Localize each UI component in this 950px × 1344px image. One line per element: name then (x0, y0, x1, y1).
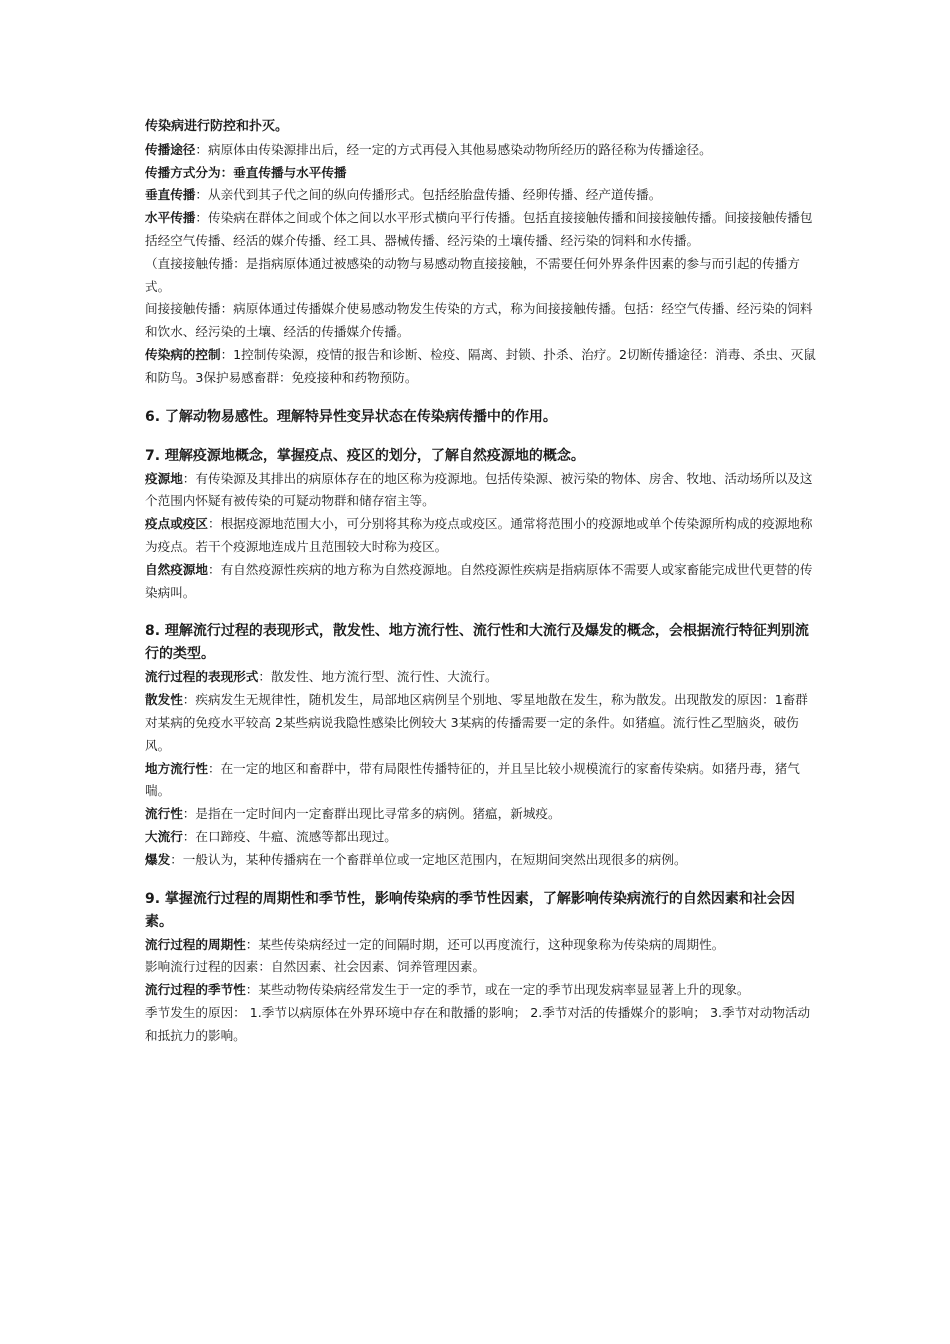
outbreak-paragraph (145, 849, 820, 872)
point-term: 疫点或疫区 (145, 516, 208, 532)
focus-term: 疫源地 (145, 470, 183, 486)
focus-definition: ：有传染源及其排出的病原体存在的地区称为疫源地。包括传染源、被污染的物体、房舍、牧地、活动场所以及这个范围内怀疑有被传染的可疑动物群和储存宿主等。 (145, 470, 813, 509)
horizontal-paragraph (145, 207, 820, 253)
sporadic-paragraph (145, 689, 820, 757)
point-paragraph (145, 513, 820, 559)
forms-paragraph (145, 666, 820, 689)
outbreak-term: 爆发 (145, 851, 171, 867)
outbreak-definition: ：一般认为，某种传播病在一个畜群单位或一定地区范围内，在短期间突然出现很多的病例。 (170, 851, 687, 867)
vertical-definition: ：从亲代到其子代之间的纵向传播形式。包括经胎盘传播、经卵传播、经产道传播。 (195, 187, 662, 203)
pandemic-paragraph (145, 826, 820, 849)
control-term: 传染病的控制 (145, 346, 221, 362)
point-definition: ：根据疫源地范围大小，可分别将其称为疫点或疫区。通常将范围小的疫源地或单个传染源所构成的疫源地称为疫点。若干个疫源地连成片且范围较大时称为疫区。 (145, 516, 813, 554)
natural-focus-definition: ：有自然疫源性疾病的地方称为自然疫源地。自然疫源性疾病是指病原体不需要人或家畜能完成世代更替的传染病叫。 (145, 561, 813, 600)
vertical-term: 垂直传播 (145, 187, 196, 203)
vertical-paragraph (145, 184, 820, 207)
indirect-contact-paragraph: 间接接触传播：病原体通过传播媒介使易感动物发生传染的方式，称为间接接触传播。包括：经空气传播、经污染的饲料和饮水、经污染的土壤、经活的传播媒介传播。 (145, 301, 813, 340)
modes-title: 传播方式分为：垂直传播与水平传播 (145, 164, 347, 180)
natural-focus-paragraph (145, 559, 820, 605)
period-definition: ：某些传染病经过一定的间隔时期，还可以再度流行，这种现象称为传染病的周期性。 (245, 936, 725, 952)
horizontal-definition: ：传染病在群体之间或个体之间以水平形式横向平行传播。包括直接接触传播和间接接触传播。间接接触传播包括经空气传播、经活的媒介传播、经工具、器械传播、经污染的土壤传播、经污染的饲料和水传播。 (145, 210, 813, 248)
natural-focus-term: 自然疫源地 (145, 561, 208, 577)
forms-definition: ：散发性、地方流行型、流行性、大流行。 (258, 669, 498, 685)
section-9-heading: 9. 掌握流行过程的周期性和季节性，影响传染病的季节性因素，了解影响传染病流行的自然因素和社会因素。 (145, 890, 795, 930)
focus-paragraph (145, 468, 820, 514)
endemic-paragraph (145, 758, 820, 804)
route-definition: ：病原体由传染源排出后，经一定的方式再侵入其他易感染动物所经历的路径称为传播途径。 (195, 141, 712, 157)
direct-contact-paragraph: （直接接触传播：是指病原体通过被感染的动物与易感动物直接接触，不需要任何外界条件因素的参与而引起的传播方式。 (145, 255, 800, 294)
document-body (145, 116, 820, 1048)
season-definition: ：某些动物传染病经常发生于一定的季节，或在一定的季节出现发病率显显著上升的现象。 (245, 982, 750, 998)
pandemic-term: 大流行 (145, 828, 183, 844)
route-paragraph (145, 139, 820, 162)
period-term: 流行过程的周期性 (145, 936, 246, 952)
section-7-heading: 7. 理解疫源地概念，掌握疫点、疫区的划分，了解自然疫源地的概念。 (145, 447, 585, 464)
factors-paragraph: 影响流行过程的因素：自然因素、社会因素、饲养管理因素。 (145, 959, 486, 975)
route-term: 传播途径 (145, 141, 196, 157)
control-definition: ：1控制传染源，疫情的报告和诊断、检疫、隔离、封锁、扑杀、治疗。2切断传播途径：消毒、杀虫、灭鼠和防鸟。3保护易感畜群：免疫接种和药物预防。 (145, 346, 816, 385)
intro-line: 传染病进行防控和扑灭。 (145, 119, 289, 134)
season-term: 流行过程的季节性 (145, 982, 246, 998)
endemic-term: 地方流行性 (145, 760, 208, 776)
epidemic-paragraph (145, 803, 820, 826)
period-paragraph (145, 934, 820, 957)
control-paragraph (145, 344, 820, 390)
epidemic-term: 流行性 (145, 806, 183, 822)
pandemic-definition: ：在口蹄疫、牛瘟、流感等都出现过。 (182, 828, 397, 844)
sporadic-definition: ：疾病发生无规律性，随机发生，局部地区病例呈个别地、零星地散在发生，称为散发。出现散发的原因：1畜群对某病的免疫水平较高 2某些病说我隐性感染比例较大 3某病的传播需要一定的条件。如猪瘟。流行性乙型脑炎，破伤风。 (145, 692, 808, 753)
season-paragraph (145, 979, 820, 1002)
section-6-heading: 6. 了解动物易感性。理解特异性变异状态在传染病传播中的作用。 (145, 408, 557, 425)
forms-term: 流行过程的表现形式 (145, 669, 259, 685)
sporadic-term: 散发性 (145, 692, 183, 708)
endemic-definition: ：在一定的地区和畜群中，带有局限性传播特征的，并且呈比较小规模流行的家畜传染病。如猪丹毒，猪气喘。 (145, 760, 800, 799)
epidemic-definition: ：是指在一定时间内一定畜群出现比寻常多的病例。猪瘟，新城疫。 (182, 806, 561, 822)
section-8-heading: 8. 理解流行过程的表现形式，散发性、地方流行性、流行性和大流行及爆发的概念，会根据流行特征判别流行的类型。 (145, 623, 809, 663)
horizontal-term: 水平传播 (145, 210, 196, 226)
season-reasons-paragraph: 季节发生的原因： 1.季节以病原体在外界环境中存在和散播的影响； 2.季节对活的传播媒介的影响； 3.季节对动物活动和抵抗力的影响。 (145, 1004, 811, 1043)
